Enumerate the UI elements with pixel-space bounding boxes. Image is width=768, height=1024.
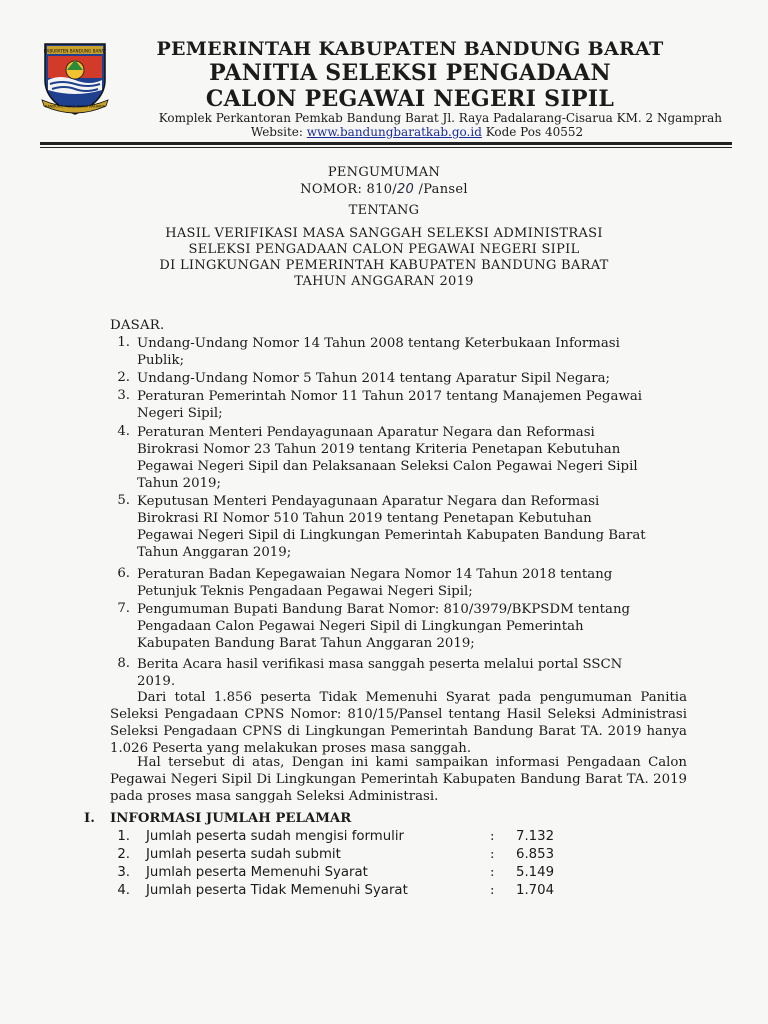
subject-line: TAHUN ANGGARAN 2019 bbox=[294, 274, 474, 289]
basis-item-line: Negeri Sipil; bbox=[137, 406, 223, 421]
basis-item-line: Pegawai Negeri Sipil di Lingkungan Pemerintah Kabupaten Bandung Barat bbox=[137, 528, 646, 543]
basis-item-line: Tahun 2019; bbox=[137, 476, 222, 491]
stat-value: 6.853 bbox=[516, 847, 555, 862]
basis-item-number: 2. bbox=[117, 370, 130, 385]
header-address: Komplek Perkantoran Pemkab Bandung Barat Jl. Raya Padalarang-Cisarua KM. 2 Ngamprah bbox=[158, 111, 722, 125]
stat-separator: : bbox=[490, 865, 495, 880]
header-government-name: PEMERINTAH KABUPATEN BANDUNG BARAT bbox=[156, 38, 664, 60]
basis-item-line: Birokrasi RI Nomor 510 Tahun 2019 tentang Penetapan Kebutuhan bbox=[137, 511, 592, 526]
basis-item bbox=[137, 656, 687, 690]
announcement-about: TENTANG bbox=[348, 203, 420, 218]
header-rule-thin bbox=[40, 147, 732, 148]
stat-separator: : bbox=[490, 847, 495, 862]
stat-label: Jumlah peserta Memenuhi Syarat bbox=[146, 865, 368, 880]
header-website-line bbox=[112, 125, 722, 139]
basis-item bbox=[137, 493, 687, 561]
website-link[interactable]: www.bandungbaratkab.go.id bbox=[306, 125, 482, 139]
basis-item-line: Undang-Undang Nomor 14 Tahun 2008 tentang Keterbukaan Informasi bbox=[137, 336, 620, 351]
announcement-number bbox=[0, 182, 768, 197]
basis-item bbox=[137, 566, 687, 600]
stat-value: 7.132 bbox=[516, 829, 555, 844]
postal-code: Kode Pos 40552 bbox=[485, 125, 584, 139]
basis-item-number: 4. bbox=[117, 424, 130, 439]
stat-value: 1.704 bbox=[516, 883, 555, 898]
basis-item-line: Berita Acara hasil verifikasi masa sanggah peserta melalui portal SSCN bbox=[137, 657, 623, 672]
basis-item-line: Keputusan Menteri Pendayagunaan Aparatur Negara dan Reformasi bbox=[137, 494, 600, 509]
basis-item-line: Pengumuman Bupati Bandung Barat Nomor: 810/3979/BKPSDM tentang bbox=[137, 602, 631, 617]
basis-item bbox=[137, 335, 687, 369]
basis-item-number: 7. bbox=[117, 601, 130, 616]
stat-separator: : bbox=[490, 829, 495, 844]
stat-separator: : bbox=[490, 883, 495, 898]
announcement-label: PENGUMUMAN bbox=[327, 165, 441, 180]
stat-number: 3. bbox=[117, 865, 130, 880]
basis-item bbox=[137, 370, 687, 387]
basis-item-number: 6. bbox=[117, 566, 130, 581]
basis-item-line: Petunjuk Teknis Pengadaan Pegawai Negeri Sipil; bbox=[137, 584, 473, 599]
basis-item-line: Kabupaten Bandung Barat Tahun Anggaran 2019; bbox=[137, 636, 475, 651]
basis-item bbox=[137, 601, 687, 652]
basis-item-line: Peraturan Badan Kepegawaian Negara Nomor 14 Tahun 2018 tentang bbox=[137, 567, 613, 582]
basis-item-line: Peraturan Pemerintah Nomor 11 Tahun 2017 tentang Manajemen Pegawai bbox=[137, 389, 643, 404]
header-committee-name: PANITIA SELEKSI PENGADAAN bbox=[209, 60, 611, 86]
basis-item-line: 2019. bbox=[137, 674, 176, 689]
basis-item-line: Tahun Anggaran 2019; bbox=[137, 545, 292, 560]
stat-value: 5.149 bbox=[516, 865, 555, 880]
stat-label: Jumlah peserta sudah mengisi formulir bbox=[146, 829, 405, 844]
subject-line: DI LINGKUNGAN PEMERINTAH KABUPATEN BANDUNG BARAT bbox=[159, 258, 609, 273]
basis-item bbox=[137, 388, 687, 422]
stat-number: 4. bbox=[117, 883, 130, 898]
basis-heading: DASAR. bbox=[110, 318, 165, 333]
basis-item-line: Peraturan Menteri Pendayagunaan Aparatur Negara dan Reformasi bbox=[137, 425, 595, 440]
basis-item-line: Undang-Undang Nomor 5 Tahun 2014 tentang Aparatur Sipil Negara; bbox=[137, 371, 611, 386]
header-rule-thick bbox=[40, 142, 732, 145]
basis-item-number: 1. bbox=[117, 335, 130, 350]
website-label: Website: bbox=[250, 125, 303, 139]
basis-item-line: Birokrasi Nomor 23 Tahun 2019 tentang Kriteria Penetapan Kebutuhan bbox=[137, 442, 621, 457]
basis-item-number: 5. bbox=[117, 493, 130, 508]
logo-top-text: KABUPATEN BANDUNG BARAT bbox=[43, 48, 107, 54]
basis-item-number: 3. bbox=[117, 388, 130, 403]
subject-line: SELEKSI PENGADAAN CALON PEGAWAI NEGERI SIPIL bbox=[188, 242, 580, 257]
stat-number: 2. bbox=[117, 847, 130, 862]
basis-item-number: 8. bbox=[117, 656, 130, 671]
subject-line: HASIL VERIFIKASI MASA SANGGAH SELEKSI ADMINISTRASI bbox=[165, 226, 603, 241]
basis-item-line: Publik; bbox=[137, 353, 185, 368]
stat-number: 1. bbox=[117, 829, 130, 844]
basis-item-line: Pegawai Negeri Sipil dan Pelaksanaan Seleksi Calon Pegawai Negeri Sipil bbox=[137, 459, 638, 474]
stat-label: Jumlah peserta sudah submit bbox=[146, 847, 341, 862]
header-committee-name-2: CALON PEGAWAI NEGERI SIPIL bbox=[205, 86, 615, 112]
basis-item-line: Pengadaan Calon Pegawai Negeri Sipil di Lingkungan Pemerintah bbox=[137, 619, 584, 634]
number-suffix: /Pansel bbox=[414, 182, 468, 197]
stat-label: Jumlah peserta Tidak Memenuhi Syarat bbox=[146, 883, 408, 898]
logo-motto: BANDUNG MUKTI KERTA RAHARJA bbox=[44, 104, 106, 109]
body-paragraph: Dari total 1.856 peserta Tidak Memenuhi Syarat pada pengumuman Panitia Seleksi Pengadaan CPNS Nomor: 810/15/Pansel tentang Hasil Seleksi Administrasi Seleksi Pengadaan CPNS di Lingkungan Pemerintah Bandung Barat TA. 2019 hanya 1.026 Peserta yang melakukan proses masa sanggah. bbox=[110, 690, 687, 756]
body-paragraph: Hal tersebut di atas, Dengan ini kami sampaikan informasi Pengadaan Calon Pegawai Negeri Sipil Di Lingkungan Pemerintah Kabupaten Bandung Barat TA. 2019 pada proses masa sanggah Seleksi Administrasi. bbox=[110, 755, 687, 804]
section-numeral: I. bbox=[84, 811, 95, 826]
basis-item bbox=[137, 424, 687, 492]
section-title: INFORMASI JUMLAH PELAMAR bbox=[110, 811, 352, 826]
number-handwritten: 20 bbox=[396, 182, 415, 197]
number-prefix: NOMOR: 810/ bbox=[300, 182, 397, 197]
regency-emblem-logo bbox=[40, 40, 110, 118]
